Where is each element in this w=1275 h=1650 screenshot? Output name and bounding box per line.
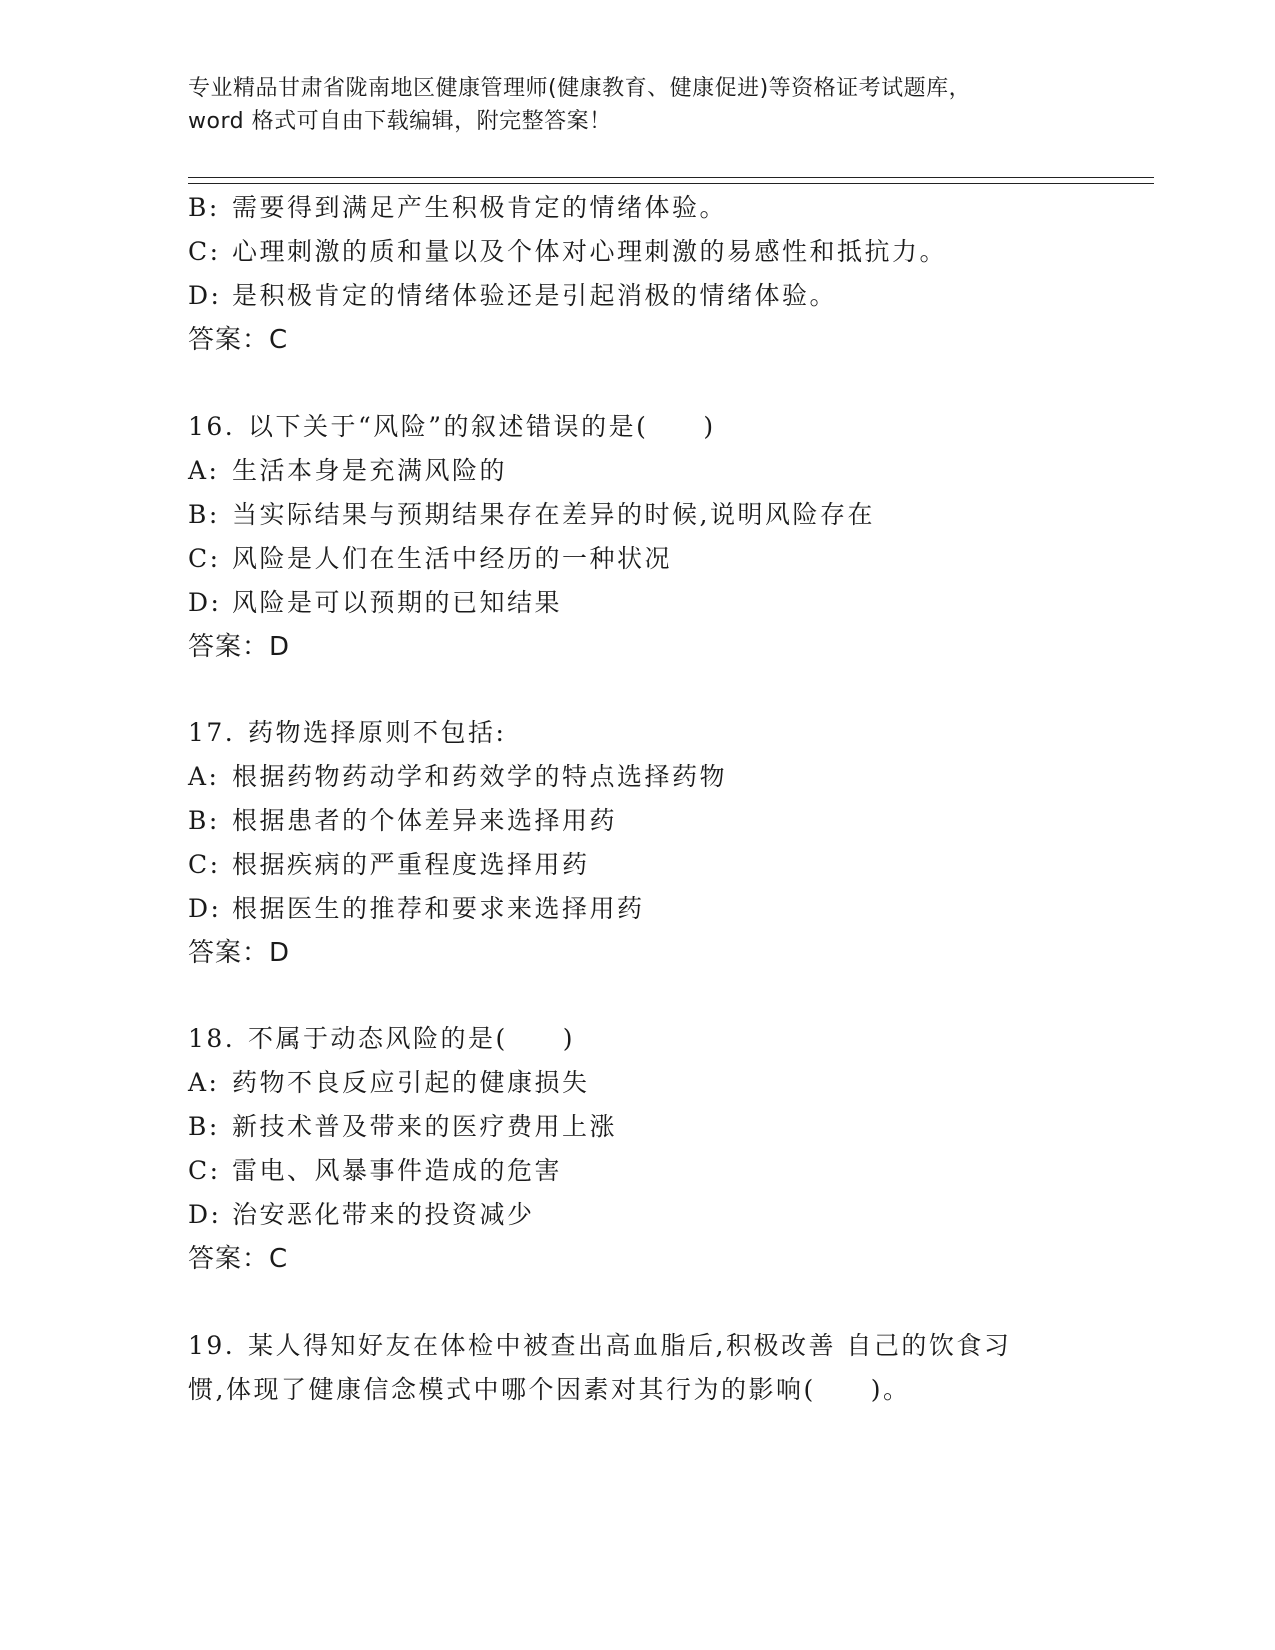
q16-option-c: C: 风险是人们在生活中经历的一种状况: [188, 544, 673, 573]
q18-option-a: A: 药物不良反应引起的健康损失: [188, 1068, 590, 1097]
header-divider-top: [188, 177, 1154, 178]
q16-stem: 16. 以下关于“风险”的叙述错误的是( ): [188, 412, 716, 441]
q19-stem-line-1: 19. 某人得知好友在体检中被查出高血脂后,积极改善 自己的饮食习: [188, 1331, 1012, 1360]
q17-answer: 答案：D: [188, 938, 291, 968]
q18-option-c: C: 雷电、风暴事件造成的危害: [188, 1156, 563, 1185]
q15-option-c: C: 心理刺激的质和量以及个体对心理刺激的易感性和抵抗力。: [188, 237, 948, 266]
q18-option-d: D: 治安恶化带来的投资减少: [188, 1200, 535, 1229]
q16-option-a: A: 生活本身是充满风险的: [188, 456, 508, 485]
document-header: [188, 72, 1088, 138]
header-line-1: 专业精品甘肃省陇南地区健康管理师(健康教育、健康促进)等资格证考试题库，: [188, 76, 972, 101]
q17-option-d: D: 根据医生的推荐和要求来选择用药: [188, 894, 645, 923]
q15-option-b: B: 需要得到满足产生积极肯定的情绪体验。: [188, 193, 728, 222]
q19-stem-line-2: 惯,体现了健康信念模式中哪个因素对其行为的影响( )。: [188, 1375, 911, 1404]
q15-answer: 答案：C: [188, 325, 289, 355]
q17-option-a: A: 根据药物药动学和药效学的特点选择药物: [188, 762, 728, 791]
q17-option-c: C: 根据疾病的严重程度选择用药: [188, 850, 590, 879]
q15-option-d: D: 是积极肯定的情绪体验还是引起消极的情绪体验。: [188, 281, 838, 310]
header-line-2: word 格式可自由下载编辑，附完整答案！: [188, 109, 612, 134]
q18-stem: 18. 不属于动态风险的是( ): [188, 1024, 576, 1053]
q16-option-b: B: 当实际结果与预期结果存在差异的时候,说明风险存在: [188, 500, 875, 529]
q17-stem: 17. 药物选择原则不包括:: [188, 718, 507, 747]
q17-option-b: B: 根据患者的个体差异来选择用药: [188, 806, 618, 835]
q16-answer: 答案：D: [188, 632, 291, 662]
header-divider-bottom: [188, 183, 1154, 184]
q18-option-b: B: 新技术普及带来的医疗费用上涨: [188, 1112, 618, 1141]
q16-option-d: D: 风险是可以预期的已知结果: [188, 588, 563, 617]
q18-answer: 答案：C: [188, 1244, 289, 1274]
